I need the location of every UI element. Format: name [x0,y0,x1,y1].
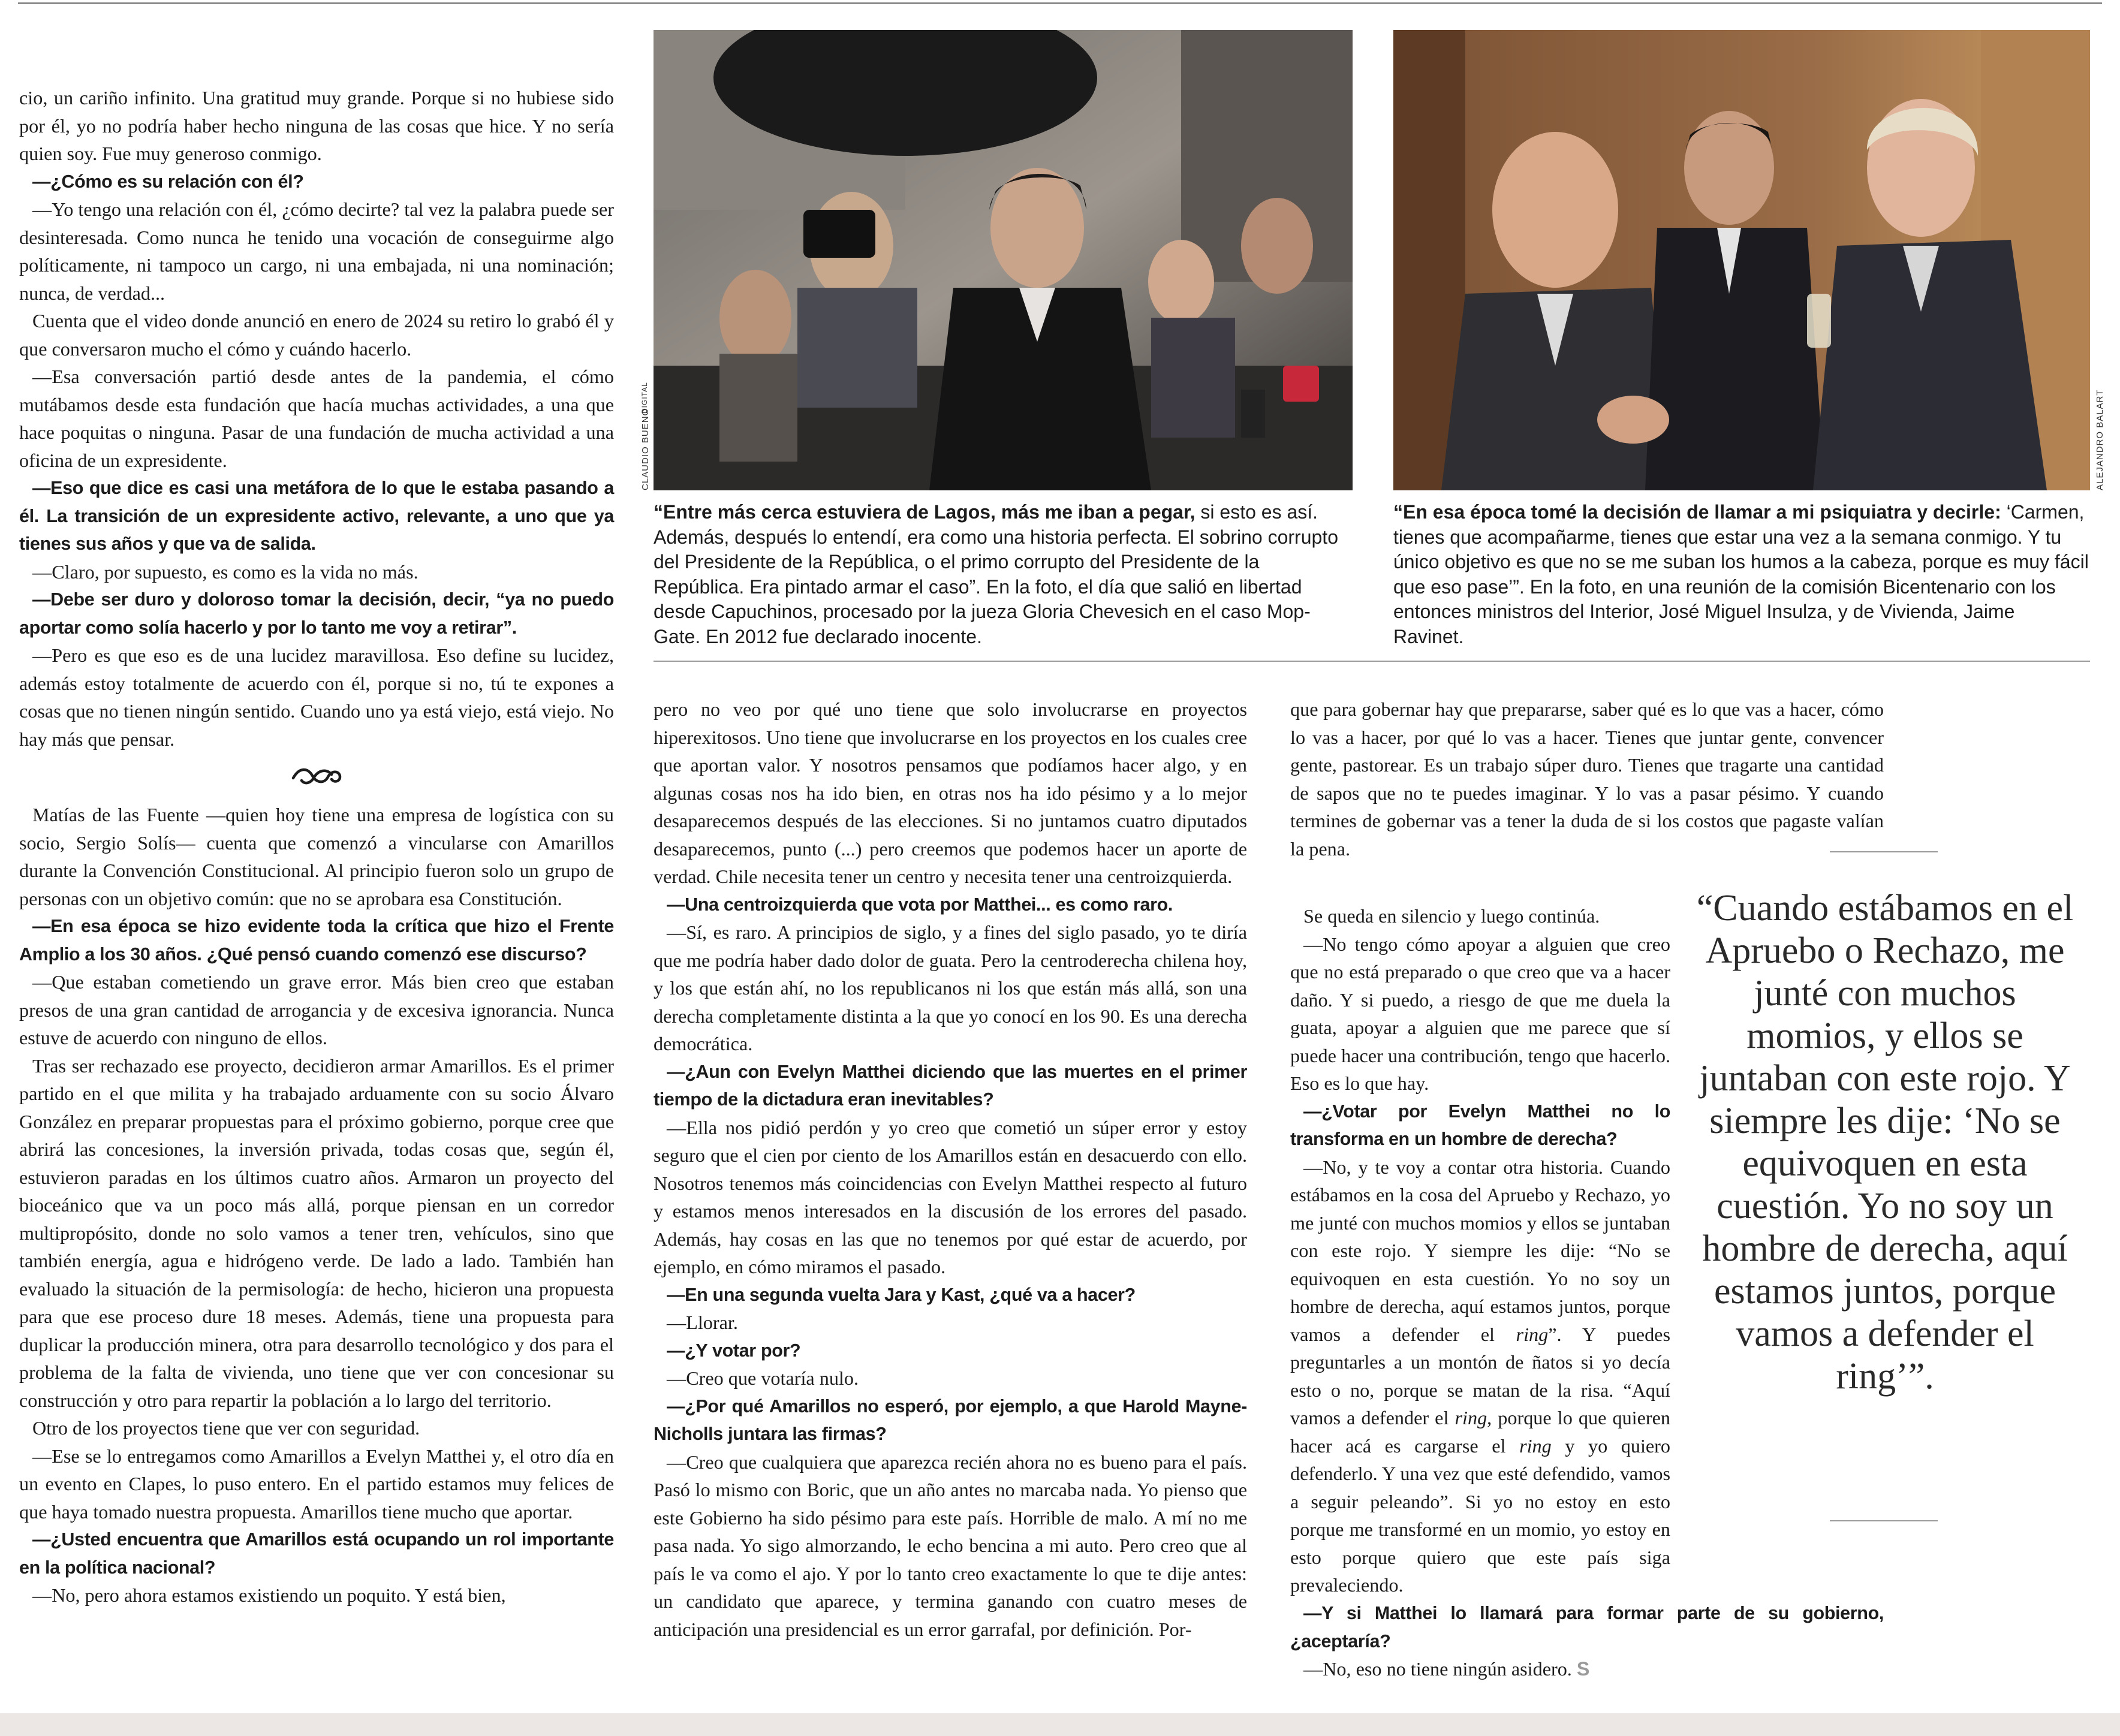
interview-question: —¿Cómo es su relación con él? [32,171,304,192]
paragraph: que para gobernar hay que prepararse, saber qué es lo que vas a hacer, cómo lo vas a hacer, por qué lo vas a hacer. Tienes que juntar gente, convencer gente, pastorear. Es un trabajo súper duro. Tienes que tragarte una cantidad de sapos que no te puedes imaginar. Y lo vas a pasar pésimo. Y cuando termines de gobernar vas a tener la duda de si los costos que pagaste valían la pena. [1290,698,1884,860]
article-column-3-wrap [1290,902,1670,1599]
paragraph: pero no veo por qué uno tiene que solo involucrarse en proyectos hiperexitosos. Uno tiene que involucrarse en los proyectos en los cuales cree que aportan valor. Y nosotros pensamos que podíamos hacer algo, y en algunas cosas nos ha ido bien, en otras nos ha ido pésimo y a lo mejor desaparecemos después de las elecciones. Si no juntamos cuatro diputados desaparecemos, punto (...) pero creemos que podemos hacer un aporte de verdad. Chile necesita tener un centro y necesita tener una centroizquierda. [654,698,1247,887]
paragraph: —Creo que cualquiera que aparezca recién ahora no es bueno para el país. Pasó lo mismo con Boric, que un año antes no marcaba nada. Yo pienso que este Gobierno ha sido pésimo para este país. Horrible de malo. A mí no me pasa nada. Yo sigo almorzando, le echo bencina a mi auto. Pero creo que al país le va como el ajo. Y por lo tanto creo exactamente lo que te dije antes: un candidato que aparece, y termina ganando con cuatro meses de anticipación una presidencial es un error garrafal, por definición. Por- [654,1451,1247,1640]
paragraph: —No tengo cómo apoyar a alguien que creo que no está preparado o que creo que va a hacer daño. Y si puedo, a riesgo de que me duela la guata, apoyar a alguien que me parece que sí puede hacer una contribución, tengo que hacerlo. Eso es lo que hay. [1290,933,1670,1094]
paragraph: Se queda en silencio y luego continúa. [1303,905,1600,927]
paragraph: Matías de las Fuente —quien hoy tiene una empresa de logística con su socio, Sergio Solís— cuenta que comenzó a vincularse con Amarillos durante la Convención Constitucional. Al principio fueron solo un grupo de personas con un objetivo común: que no se aprobara esa Constitución. [19,804,614,909]
paragraph: —No, y te voy a contar otra historia. Cuando estábamos en la cosa del Apruebo y Rechazo, yo me junté con muchos momios y ellos se juntaban con este rojo. Y siempre les dije: “No se equivoquen en esta cuestión. Yo no soy un hombre de derecha, aquí estamos juntos, porque vamos a defender el ring”. Y puedes preguntarles a un montón de ñatos si yo decía esto o no, porque se matan de la risa. “Aquí vamos a defender el ring, porque lo que quieren hacer acá es cargarse el ring y yo quiero defenderlo. Y una vez que esté defendido, vamos a seguir peleando”. Si yo no estoy en esto porque me transformé en un momio, yo estoy en esto porque quiero que este país siga prevaleciendo. [1290,1156,1670,1596]
paragraph: —Ella nos pidió perdón y yo creo que cometió un súper error y estoy seguro que el cien por ciento de los Amarillos están en desacuerdo con ello. Nosotros tenemos más coincidencias con Evelyn Matthei respecto al futuro y estamos menos interesados en la discusión de los errores del pasado. Además, hay cosas en las que no tenemos por qué estar de acuerdo, por ejemplo, en cómo miramos el pasado. [654,1116,1247,1277]
photo-credit: ALEJANDRO BALART [2095,389,2105,490]
interview-question: —¿Y votar por? [667,1340,801,1361]
photo-caption [1393,500,2090,649]
photo-press-crowd [654,30,1353,490]
paragraph: —Esa conversación partió desde antes de la pandemia, el cómo mutábamos desde esta fundación que hacía muchas actividades, a una que hace poquitas o ninguna. Pasar de una fundación de mucha actividad a una oficina de un expresidente. [19,366,614,471]
page-footer-band [0,1713,2120,1736]
interview-question: —¿Aun con Evelyn Matthei diciendo que las muertes en el primer tiempo de la dictadura eran inevitables? [654,1061,1247,1110]
interview-question: —En una segunda vuelta Jara y Kast, ¿qué va a hacer? [667,1284,1136,1305]
caption-body: ‘Carmen, tienes que acompañarme, tienes que estar una vez a la semana conmigo. Y tu único objetivo es que no se me suban los humos a la cabeza, porque es muy fácil que eso pase’”. En la foto, en una reunión de la comisión Bicentenario con los entonces ministros del Interior, José Miguel Insulza, y de Vivienda, Jaime Ravinet. [1393,501,2089,647]
paragraph: —Sí, es raro. A principios de siglo, y a fines del siglo pasado, yo te diría que me podría haber dado dolor de guata. Pero la centroderecha chilena hoy, y los que están ahí, no los republicanos ni los que están más allá, son una derecha completamente distinta a la que yo conocí en los 90. Es una derecha democrática. [654,921,1247,1054]
interview-question: —Debe ser duro y doloroso tomar la decisión, decir, “ya no puedo aportar como solía hacerlo y por lo tanto me voy a retirar”. [19,589,614,638]
article-column-3-tail [1290,1599,1884,1683]
paragraph: —Pero es que eso es de una lucidez maravillosa. Eso define su lucidez, además estoy totalmente de acuerdo con él, porque si no, tú te expones a cosas que no tienen ningún sentido. Cuando uno ya está viejo, está viejo. No hay más que pensar. [19,644,614,750]
photo-ministers-meeting [1393,30,2090,490]
caption-lead: “Entre más cerca estuviera de Lagos, más me iban a pegar, [654,501,1195,523]
interview-question: —En esa época se hizo evidente toda la crítica que hizo el Frente Amplio a los 30 años. ¿Qué pensó cuando comenzó ese discurso? [19,916,614,965]
pullquote-rule-top [1830,851,1938,852]
article-column-3 [1290,695,1884,863]
article-column-2 [654,695,1247,1643]
interview-question: —Eso que dice es casi una metáfora de lo que le estaba pasando a él. La transición de un expresidente activo, relevante, a uno que ya tienes sus años y que va de salida. [19,478,614,554]
interview-question: —¿Usted encuentra que Amarillos está ocupando un rol importante en la política nacional? [19,1529,614,1578]
article-column-1 [19,84,614,1610]
paragraph: —Llorar. [667,1312,738,1333]
paragraph: —Creo que votaría nulo. [667,1367,859,1389]
photo-credit-small: DIGITAL [640,382,649,414]
interview-question: —Una centroizquierda que vota por Matthei... es como raro. [667,894,1173,915]
paragraph: —Ese se lo entregamos como Amarillos a Evelyn Matthei y, el otro día en un evento en Clapes, lo puso entero. En el partido estamos muy felices de que haya tomado nuestra propuesta. Amarillos tiene mucho que aportar. [19,1445,614,1523]
paragraph: Cuenta que el video donde anunció en enero de 2024 su retiro lo grabó él y que conversaron mucho el cómo y cuándo hacerlo. [19,310,614,360]
interview-question: —¿Votar por Evelyn Matthei no lo transforma en un hombre de derecha? [1290,1101,1670,1149]
paragraph: —No, eso no tiene ningún asidero. S [1303,1658,1590,1680]
top-rule [18,2,2102,4]
interview-question: —Y si Matthei lo llamará para formar parte de su gobierno, ¿aceptaría? [1290,1603,1884,1651]
photo-caption [654,500,1353,649]
paragraph: —Claro, por supuesto, es como es la vida no más. [32,560,418,583]
paragraph: —No, pero ahora estamos existiendo un poquito. Y está bien, [32,1584,506,1606]
paragraph: cio, un cariño infinito. Una gratitud muy grande. Porque si no hubiese sido por él, yo no podría haber hecho ninguna de las cosas que hice. Y no sería quien soy. Fue muy generoso conmigo. [19,87,614,164]
photo-credit: CLAUDIO BUENO [640,408,651,490]
paragraph: —Yo tengo una relación con él, ¿cómo decirte? tal vez la palabra puede ser desinteresada. Como nunca he tenido una vocación de conseguirme algo políticamente, ni tampoco un cargo, ni una embajada, ni una nominación; nunca, de verdad... [19,198,614,304]
caption-body: si esto es así. Además, después lo entendí, era como una historia perfecta. El sobrino corrupto del Presidente de la República, o el primo corrupto del Presidente de la República. Era pintado armar el caso”. En la foto, el día que salió en libertad desde Capuchinos, procesado por la jueza Gloria Chevesich en el caso Mop-Gate. En 2012 fue declarado inocente. [654,501,1338,647]
interview-question: —¿Por qué Amarillos no esperó, por ejemplo, a que Harold Mayne-Nicholls juntara las firmas? [654,1396,1247,1444]
end-mark-icon: S [1576,1658,1590,1680]
pullquote-rule-bottom [1830,1520,1938,1521]
paragraph: Otro de los proyectos tiene que ver con seguridad. [32,1417,420,1439]
caption-divider [654,661,2090,662]
pull-quote: “Cuando estábamos en el Apruebo o Rechazo, me junté con muchos momios, y ellos se juntaban con este rojo. Y siempre les dije: ‘No se equivoquen en esta cuestión. Yo no soy un hombre de derecha, aquí estamos juntos, porque vamos a defender el ring’”. [1696,888,2074,1397]
paragraph: Tras ser rechazado ese proyecto, decidieron armar Amarillos. Es el primer partido en el que milita y ha trabajado arduamente con su socio Álvaro González en preparar propuestas para el próximo gobierno, porque cree que abrirá las concesiones, la inversión privada, todas cosas que, según él, estuvieron paradas en los últimos cuatro años. Armaron un proyecto del bioceánico que va un poco más allá, porque piensan en un corredor multipropósito, donde no solo vamos a tener tren, vehículos, sino que también energía, agua e hidrógeno verde. De lado a lado. También han evaluado la situación de la permisología: de hecho, hicieron una propuesta para que ese proceso dure 18 meses. Además, tiene una propuesta para duplicar la producción minera, otra para desarrollo tecnológico y dos para el problema de la falta de vivienda, uno tiene que ver con concesionar su construcción y otro para repartir la población a lo largo del territorio. [19,1054,614,1411]
paragraph: —Que estaban cometiendo un grave error. Más bien creo que estaban presos de una gran cantidad de arrogancia y de excesiva ignorancia. Nunca estuve de acuerdo con ninguno de ellos. [19,971,614,1048]
swash-ornament-icon [19,766,614,789]
caption-lead: “En esa época tomé la decisión de llamar a mi psiquiatra y decirle: [1393,501,2001,523]
